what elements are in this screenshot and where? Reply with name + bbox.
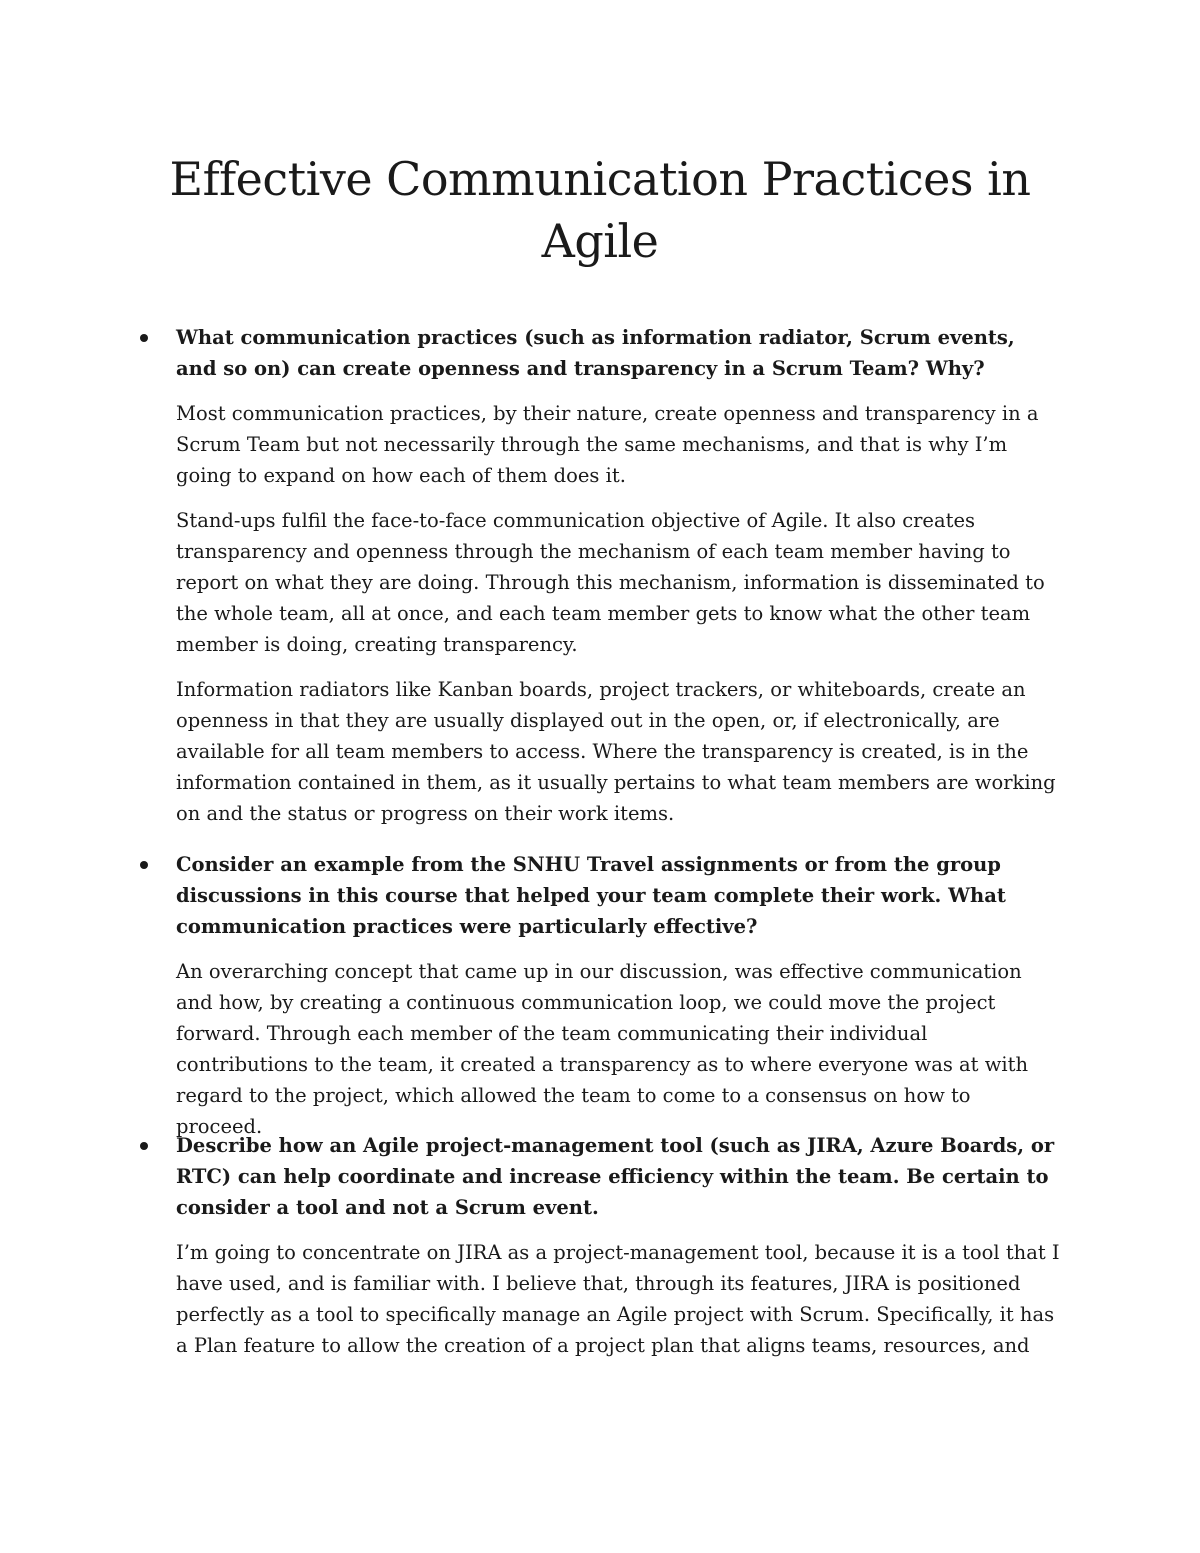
bullet-icon	[140, 861, 148, 869]
question-1	[140, 322, 1060, 384]
question-2-text: Consider an example from the SNHU Travel assignments or from the group discussions in this course that helped your team complete their work. What communication practices were particularly effective?	[176, 853, 1006, 938]
bullet-icon	[140, 1142, 148, 1150]
question-1-text: What communication practices (such as information radiator, Scrum events, and so on) can create openness and transparency in a Scrum Team? Why?	[176, 326, 1015, 380]
bullet-icon	[140, 334, 148, 342]
question-2	[140, 849, 1060, 942]
question-section-3	[140, 1130, 1060, 1361]
answer-paragraph: An overarching concept that came up in our discussion, was effective communication and how, by creating a continuous communication loop, we could move the project forward. Through each member of the team communicating their individual contributions to the team, it created a transparency as to where everyone was at with regard to the project, which allowed the team to come to a consensus on how to proceed.	[176, 960, 1029, 1138]
question-section-2	[140, 849, 1060, 1142]
question-section-1	[140, 322, 1060, 829]
answer-paragraph: Information radiators like Kanban boards, project trackers, or whiteboards, create an openness in that they are usually displayed out in the open, or, if electronically, are available for all team members to access. Where the transparency is created, is in the information contained in them, as it usually pertains to what team members are working on and the status or progress on their work items.	[176, 678, 1056, 825]
answer-paragraph: Stand-ups fulfil the face-to-face communication objective of Agile. It also creates transparency and openness through the mechanism of each team member having to report on what they are doing. Through this mechanism, information is disseminated to the whole team, all at once, and each team member gets to know what the other team member is doing, creating transparency.	[176, 509, 1045, 656]
page-title: Effective Communication Practices in Agile	[169, 152, 1031, 268]
answer-paragraph: Most communication practices, by their nature, create openness and transparency in a Scrum Team but not necessarily through the same mechanisms, and that is why I’m going to expand on how each of them does it.	[176, 402, 1039, 487]
answer-paragraph: I’m going to concentrate on JIRA as a project-management tool, because it is a tool that I have used, and is familiar with. I believe that, through its features, JIRA is positioned perfectly as a tool to specifically manage an Agile project with Scrum. Specifically, it has a Plan feature to allow the creation of a project plan that aligns teams, resources, and	[176, 1241, 1060, 1357]
question-3-text: Describe how an Agile project-management tool (such as JIRA, Azure Boards, or RTC) can help coordinate and increase efficiency within the team. Be certain to consider a tool and not a Scrum event.	[176, 1134, 1055, 1219]
question-3	[140, 1130, 1060, 1223]
